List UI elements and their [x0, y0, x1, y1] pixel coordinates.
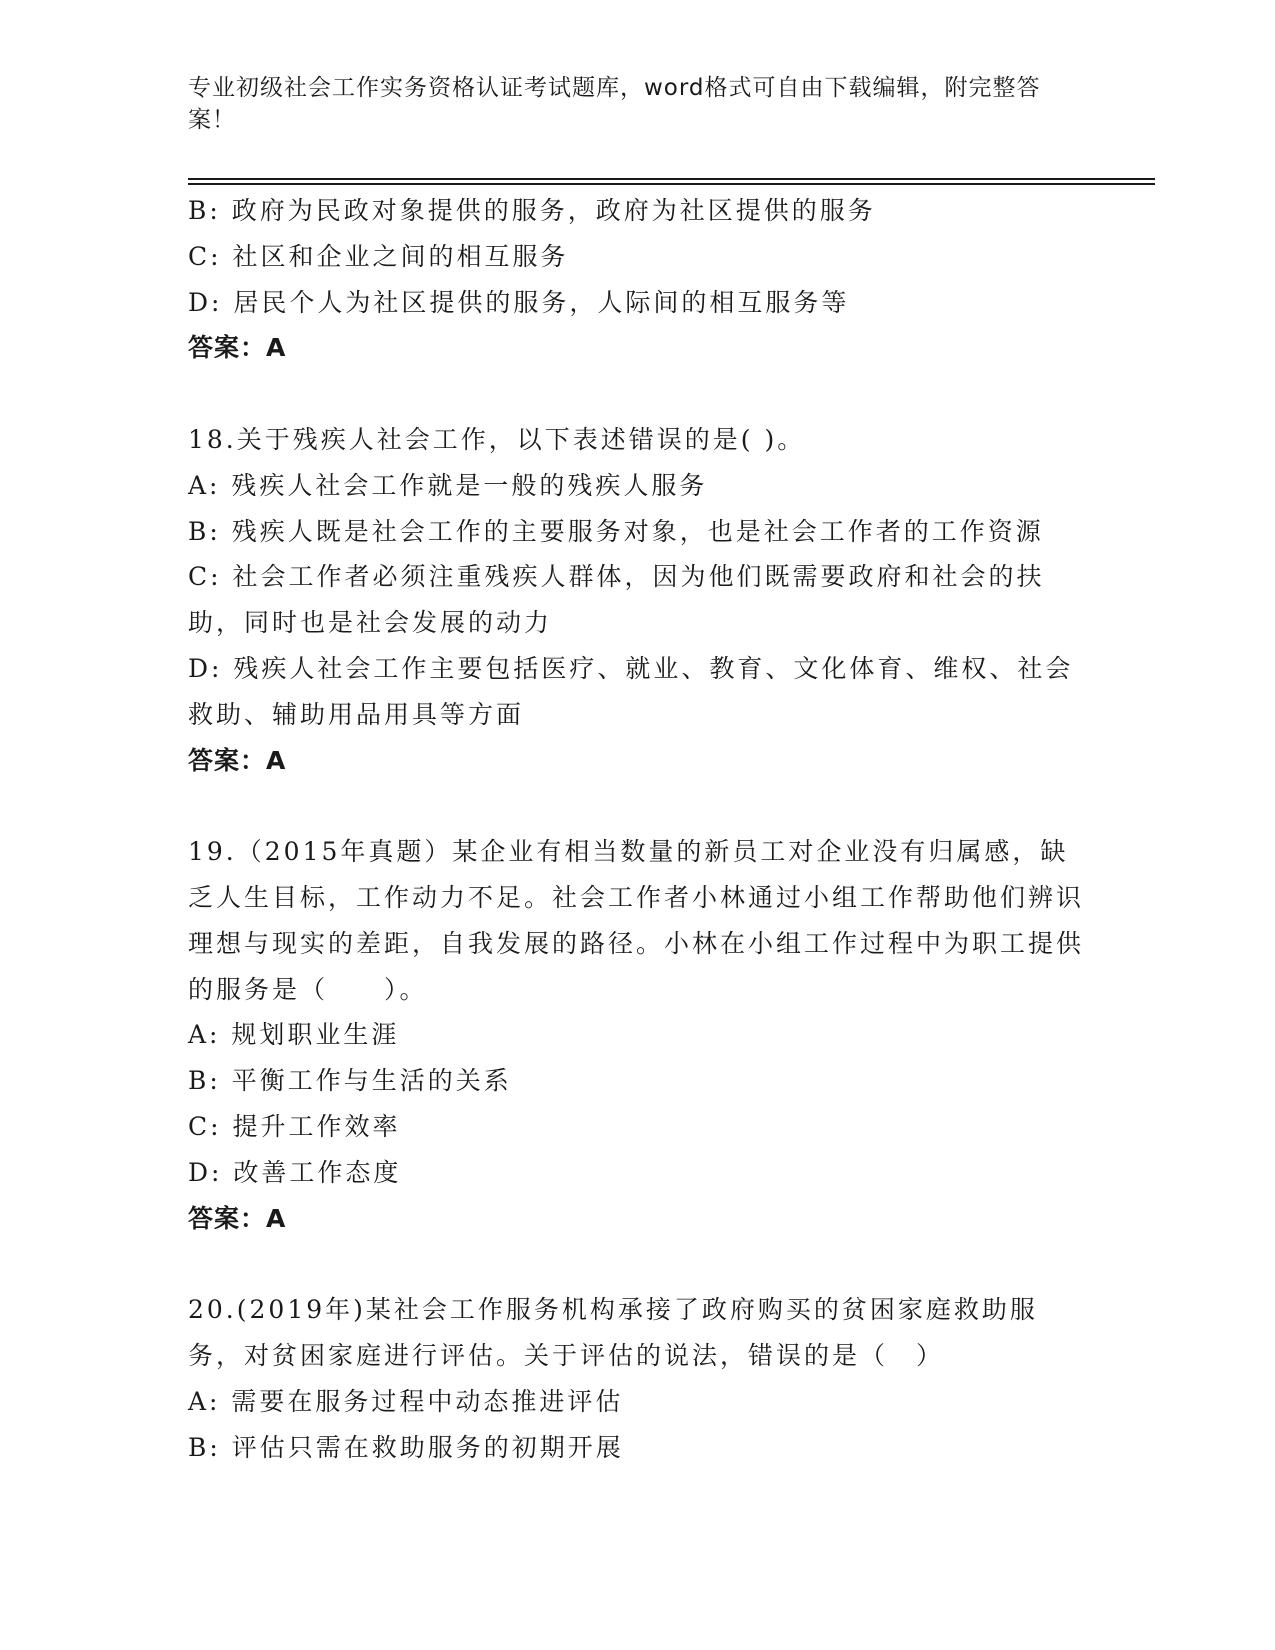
document-header: 专业初级社会工作实务资格认证考试题库，word格式可自由下载编辑，附完整答案！ — [188, 75, 1041, 133]
question-19-option-b: B: 平衡工作与生活的关系 — [188, 1066, 512, 1096]
question-18-option-d: D: 残疾人社会工作主要包括医疗、就业、教育、文化体育、维权、社会救助、辅助用品用具等方面 — [188, 653, 1074, 729]
question-19-option-d: D: 改善工作态度 — [188, 1157, 402, 1187]
question-18-option-b: B: 残疾人既是社会工作的主要服务对象，也是社会工作者的工作资源 — [188, 516, 1044, 546]
spacer — [188, 1241, 1088, 1287]
question-19-stem: 19.（2015年真题）某企业有相当数量的新员工对企业没有归属感，缺乏人生目标，工作动力不足。社会工作者小林通过小组工作帮助他们辨识理想与现实的差距，自我发展的路径。小林在小组工作过程中为职工提供的服务是（ ）。 — [188, 837, 1085, 1004]
header-rule-bottom — [188, 183, 1155, 185]
spacer — [188, 783, 1088, 829]
spacer — [188, 371, 1088, 417]
option-c: C: 社区和企业之间的相互服务 — [188, 241, 569, 271]
question-19-option-c: C: 提升工作效率 — [188, 1111, 401, 1141]
header-rule-top — [188, 178, 1155, 180]
question-19-option-a: A: 规划职业生涯 — [188, 1020, 400, 1050]
document-body — [188, 188, 1088, 1470]
question-18-stem: 18.关于残疾人社会工作，以下表述错误的是( )。 — [188, 424, 806, 454]
question-20-option-a: A: 需要在服务过程中动态推进评估 — [188, 1386, 624, 1416]
question-20-option-b: B: 评估只需在救助服务的初期开展 — [188, 1432, 624, 1462]
question-18-answer: 答案：A — [188, 745, 287, 775]
question-20-stem: 20.(2019年)某社会工作服务机构承接了政府购买的贫困家庭救助服务，对贫困家庭进行评估。关于评估的说法，错误的是（ ） — [188, 1295, 1038, 1370]
option-b: B: 政府为民政对象提供的服务，政府为社区提供的服务 — [188, 196, 876, 225]
question-18-option-c: C: 社会工作者必须注重残疾人群体，因为他们既需要政府和社会的扶助，同时也是社会发展的动力 — [188, 562, 1045, 638]
answer-line: 答案：A — [188, 333, 287, 363]
option-d: D: 居民个人为社区提供的服务，人际间的相互服务等 — [188, 287, 850, 317]
question-19-answer: 答案：A — [188, 1203, 287, 1233]
question-18-option-a: A: 残疾人社会工作就是一般的残疾人服务 — [188, 470, 708, 500]
